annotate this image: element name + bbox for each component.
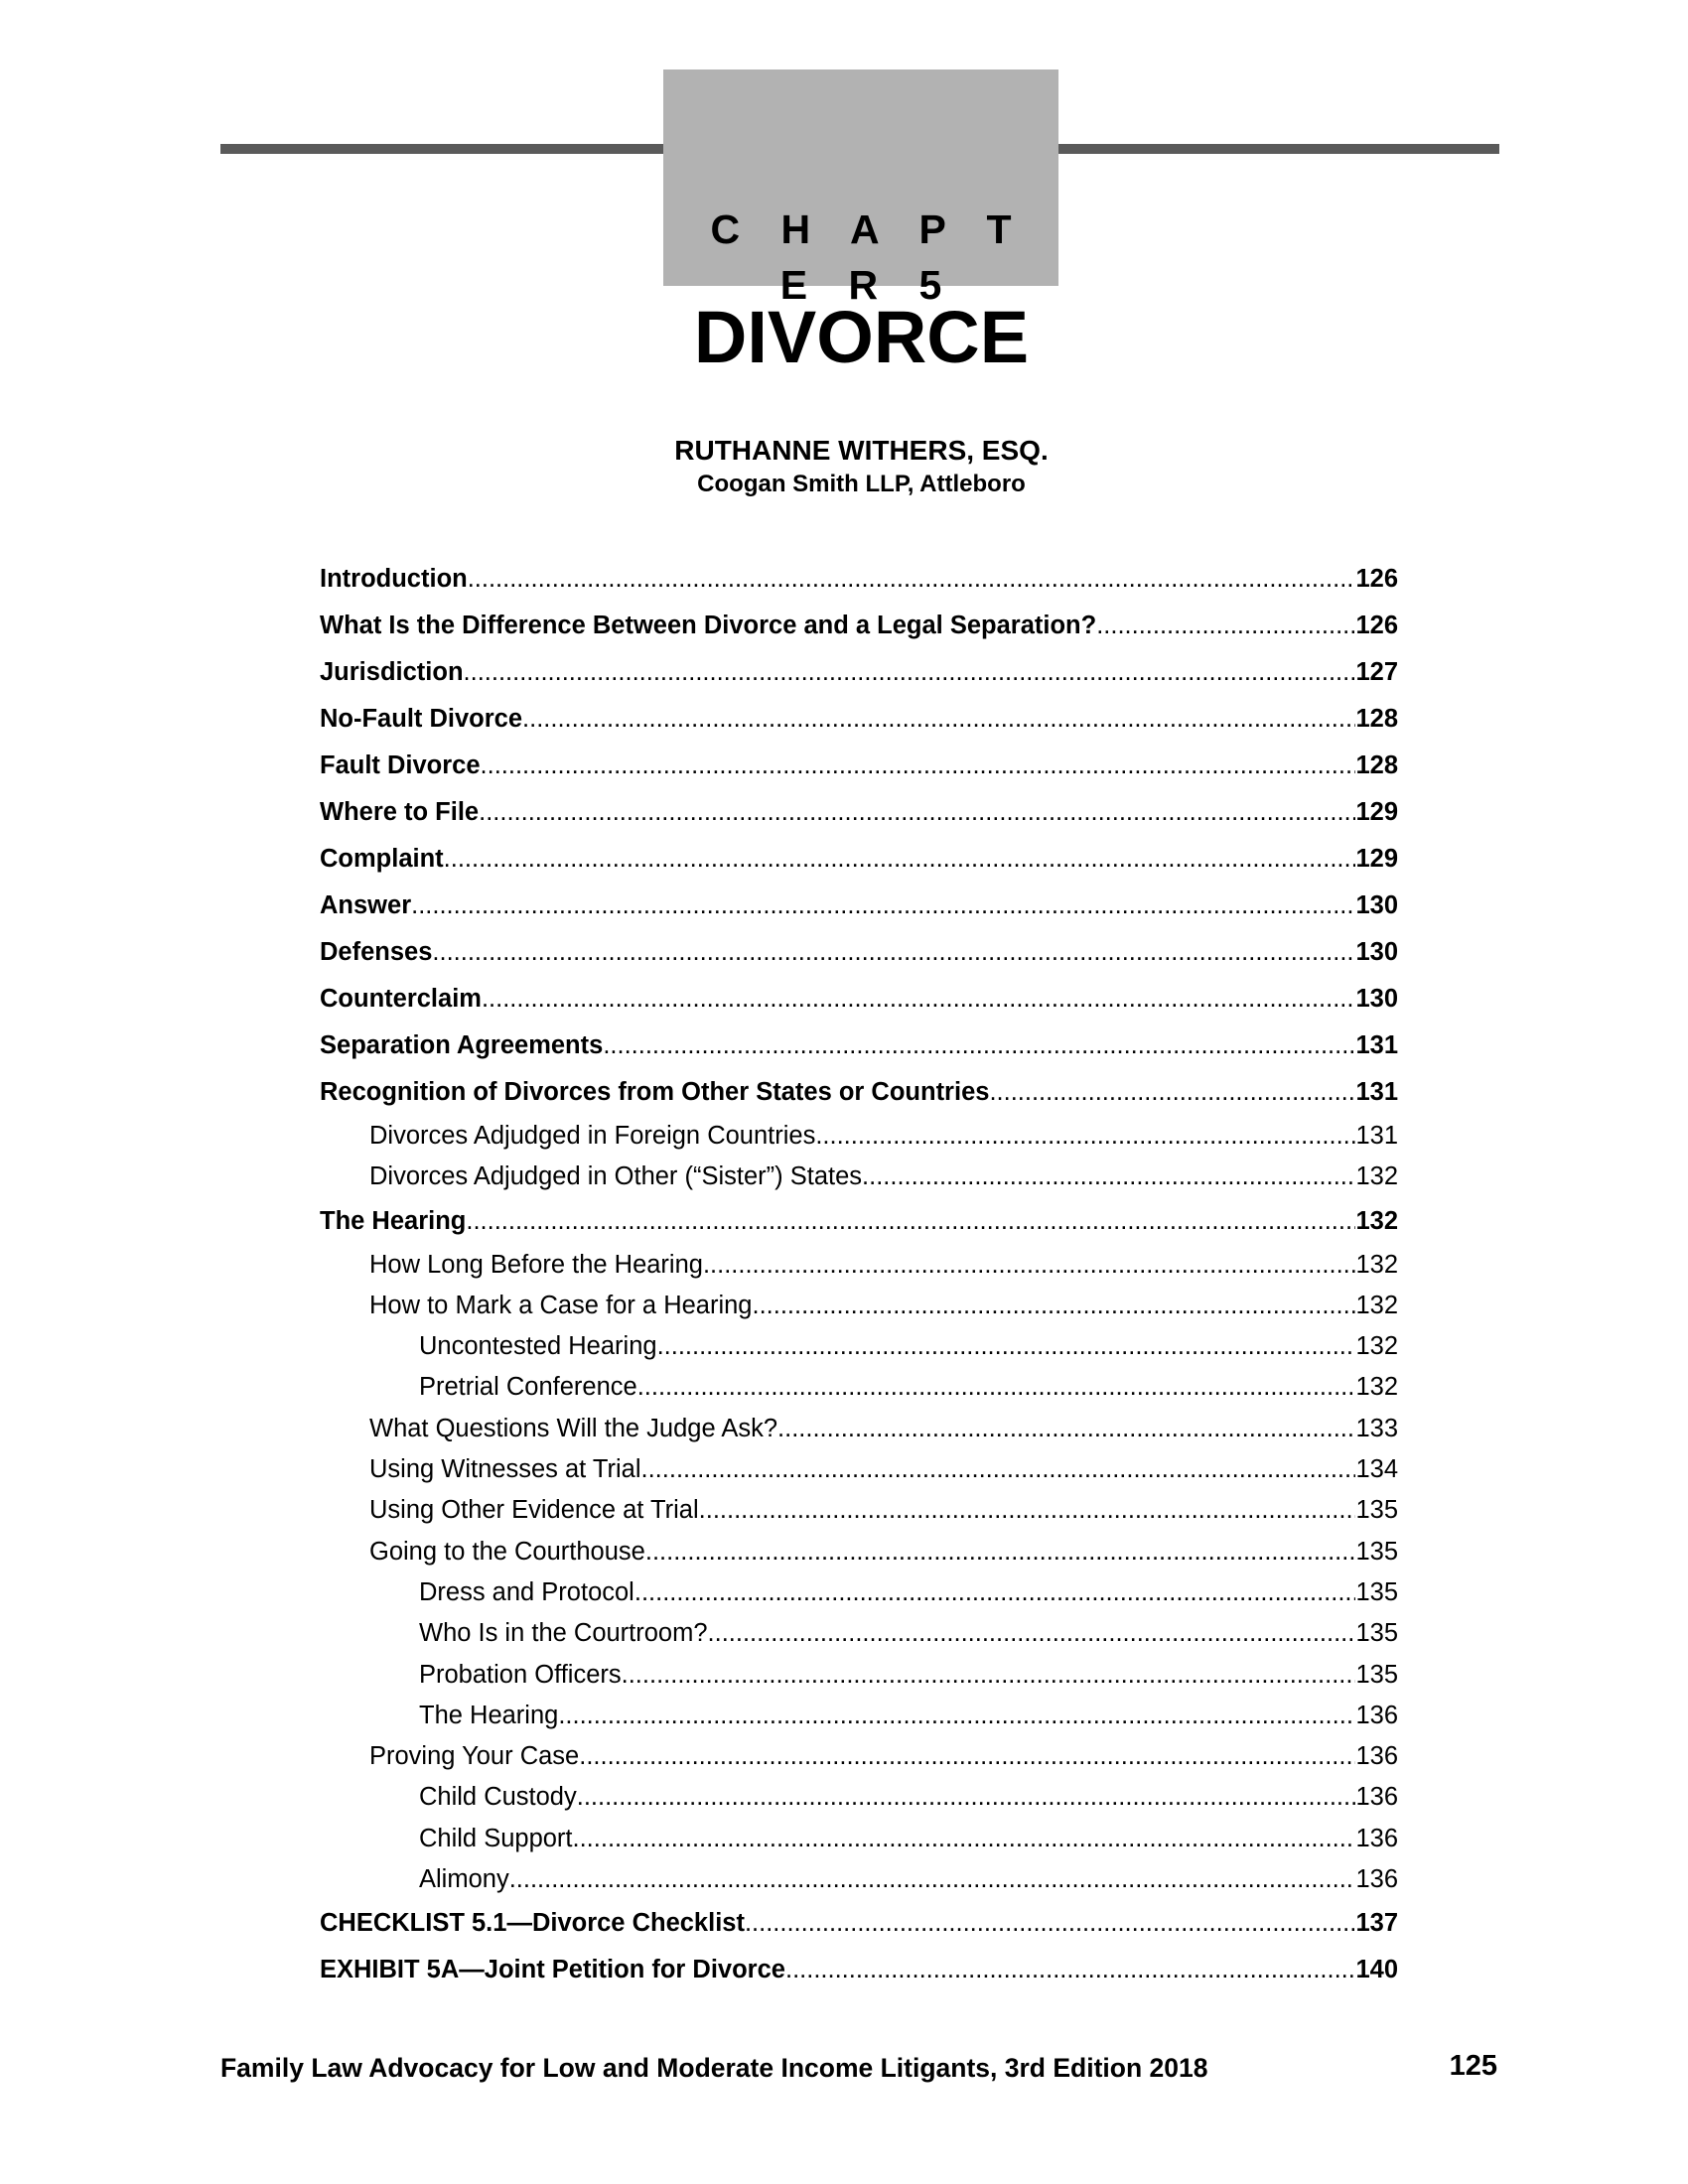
toc-entry-page: 134 [1355,1455,1398,1484]
toc-entry-title: Going to the Courthouse [369,1537,645,1566]
toc-entry-title: Alimony [419,1865,509,1894]
toc-entry [320,1736,1398,1777]
toc-entry-page: 128 [1355,751,1398,779]
toc-entry-title: The Hearing [320,1206,467,1235]
toc-entry [320,929,1398,976]
toc-dot-leader [1096,603,1355,649]
toc-entry-page: 133 [1355,1414,1398,1442]
toc-dot-leader [785,1947,1355,1993]
toc-entry-page: 137 [1355,1909,1398,1938]
toc-dot-leader [432,929,1355,976]
toc-entry-page: 136 [1355,1742,1398,1771]
chapter-label: C H A P T E R 5 [710,206,1027,308]
toc-entry-title: Jurisdiction [320,658,464,686]
toc-entry [320,836,1398,883]
toc-entry [320,1409,1398,1449]
toc-entry-page: 129 [1355,845,1398,873]
toc-entry-title: How Long Before the Hearing [369,1250,703,1279]
toc-entry [320,1157,1398,1197]
toc-entry-title: Child Support [419,1824,573,1852]
toc-entry [320,1245,1398,1286]
toc-entry-title: Divorces Adjudged in Other (“Sister”) States [369,1162,863,1191]
toc-entry [320,1696,1398,1736]
toc-dot-leader [815,1116,1355,1157]
toc-entry [320,1449,1398,1490]
toc-dot-leader [444,836,1356,883]
toc-entry-title: Who Is in the Courtroom? [419,1619,708,1648]
toc-entry-page: 130 [1355,891,1398,919]
toc-entry-title: Proving Your Case [369,1742,580,1771]
toc-entry [320,1777,1398,1818]
toc-entry-page: 129 [1355,798,1398,826]
toc-entry [320,789,1398,836]
toc-entry-title: What Is the Difference Between Divorce and a Legal Separation? [320,612,1097,639]
table-of-contents [320,556,1398,1993]
toc-entry [320,1613,1398,1654]
footer-book-title: Family Law Advocacy for Low and Moderate Income Litigants, 3rd Edition 2018 [220,2053,1208,2083]
toc-entry-title: The Hearing [419,1701,559,1729]
toc-entry-title: Child Custody [419,1783,577,1812]
toc-entry-page: 130 [1355,985,1398,1013]
toc-entry-title: How to Mark a Case for a Hearing [369,1291,753,1319]
toc-entry-page: 136 [1355,1824,1398,1852]
toc-entry-page: 128 [1355,705,1398,733]
toc-entry-title: EXHIBIT 5A—Joint Petition for Divorce [320,1956,785,1984]
toc-dot-leader [645,1532,1356,1572]
toc-entry-title: Where to File [320,798,480,826]
toc-dot-leader [622,1655,1356,1696]
toc-entry-title: Dress and Protocol [419,1577,634,1606]
toc-entry-page: 136 [1355,1783,1398,1812]
toc-entry-page: 135 [1355,1496,1398,1525]
toc-entry [320,976,1398,1023]
toc-dot-leader [699,1490,1356,1531]
toc-dot-leader [509,1859,1356,1900]
toc-entry-page: 131 [1355,1078,1398,1106]
toc-entry [320,1947,1398,1993]
toc-dot-leader [558,1696,1355,1736]
toc-entry [320,1367,1398,1408]
toc-entry [320,696,1398,743]
toc-entry-title: Complaint [320,845,444,873]
toc-entry-title: Separation Agreements [320,1031,604,1059]
toc-dot-leader [482,976,1356,1023]
toc-dot-leader [989,1069,1355,1116]
toc-entry-page: 135 [1355,1660,1398,1689]
toc-entry-title: Divorces Adjudged in Foreign Countries [369,1122,816,1150]
toc-dot-leader [745,1900,1355,1947]
toc-entry-title: Pretrial Conference [419,1373,637,1402]
toc-entry-page: 132 [1355,1332,1398,1361]
toc-entry [320,1900,1398,1947]
toc-entry-title: Probation Officers [419,1660,622,1689]
toc-dot-leader [657,1326,1356,1367]
toc-entry-title: CHECKLIST 5.1—Divorce Checklist [320,1909,745,1938]
toc-entry-page: 132 [1355,1162,1398,1191]
toc-entry-title: Defenses [320,938,433,966]
toc-entry-page: 132 [1355,1373,1398,1402]
toc-dot-leader [603,1023,1355,1069]
toc-entry-title: Uncontested Hearing [419,1332,657,1361]
toc-entry-title: Introduction [320,565,468,593]
toc-entry [320,1286,1398,1326]
toc-entry-title: Fault Divorce [320,751,481,779]
toc-entry [320,1198,1398,1245]
toc-entry-page: 140 [1355,1956,1398,1984]
toc-entry [320,649,1398,696]
toc-dot-leader [777,1409,1355,1449]
toc-entry [320,743,1398,789]
toc-entry-page: 126 [1355,612,1398,639]
toc-dot-leader [466,1198,1355,1245]
toc-entry [320,1819,1398,1859]
toc-entry [320,1326,1398,1367]
toc-dot-leader [464,649,1356,696]
toc-entry-title: Recognition of Divorces from Other States or Countries [320,1078,990,1106]
toc-entry [320,1116,1398,1157]
toc-entry [320,1572,1398,1613]
toc-entry-page: 131 [1355,1122,1398,1150]
toc-entry-title: Counterclaim [320,985,482,1013]
toc-entry-title: Using Witnesses at Trial [369,1455,641,1484]
toc-dot-leader [579,1736,1355,1777]
toc-entry [320,556,1398,603]
toc-entry [320,1532,1398,1572]
toc-entry-title: Answer [320,891,412,919]
toc-dot-leader [637,1367,1356,1408]
toc-entry-page: 127 [1355,658,1398,686]
toc-entry-page: 135 [1355,1537,1398,1566]
footer-page-number: 125 [1449,2050,1497,2082]
toc-dot-leader [703,1245,1355,1286]
toc-entry [320,603,1398,649]
toc-entry [320,1490,1398,1531]
toc-dot-leader [468,556,1356,603]
toc-entry [320,1859,1398,1900]
toc-entry [320,883,1398,929]
toc-entry-page: 126 [1355,565,1398,593]
toc-dot-leader [641,1449,1356,1490]
toc-dot-leader [862,1157,1355,1197]
toc-entry-page: 132 [1355,1291,1398,1319]
toc-entry-page: 135 [1355,1619,1398,1648]
toc-dot-leader [634,1572,1356,1613]
toc-entry-title: What Questions Will the Judge Ask? [369,1414,778,1442]
toc-entry-title: Using Other Evidence at Trial [369,1496,699,1525]
toc-dot-leader [481,743,1356,789]
toc-entry-title: No-Fault Divorce [320,705,523,733]
toc-dot-leader [708,1613,1356,1654]
toc-entry-page: 136 [1355,1701,1398,1729]
chapter-title: DIVORCE [693,296,1030,378]
toc-dot-leader [411,883,1355,929]
toc-entry-page: 130 [1355,938,1398,966]
toc-dot-leader [577,1777,1356,1818]
toc-dot-leader [573,1819,1356,1859]
author-name: RUTHANNE WITHERS, ESQ. [674,435,1049,466]
toc-entry [320,1655,1398,1696]
toc-entry-page: 132 [1355,1250,1398,1279]
toc-dot-leader [522,696,1355,743]
toc-entry-page: 135 [1355,1577,1398,1606]
toc-entry-page: 136 [1355,1865,1398,1894]
author-affiliation: Coogan Smith LLP, Attleboro [697,471,1026,497]
toc-dot-leader [753,1286,1356,1326]
toc-dot-leader [479,789,1355,836]
toc-entry-page: 132 [1355,1206,1398,1235]
toc-entry-page: 131 [1355,1031,1398,1059]
toc-entry [320,1069,1398,1116]
toc-entry [320,1023,1398,1069]
